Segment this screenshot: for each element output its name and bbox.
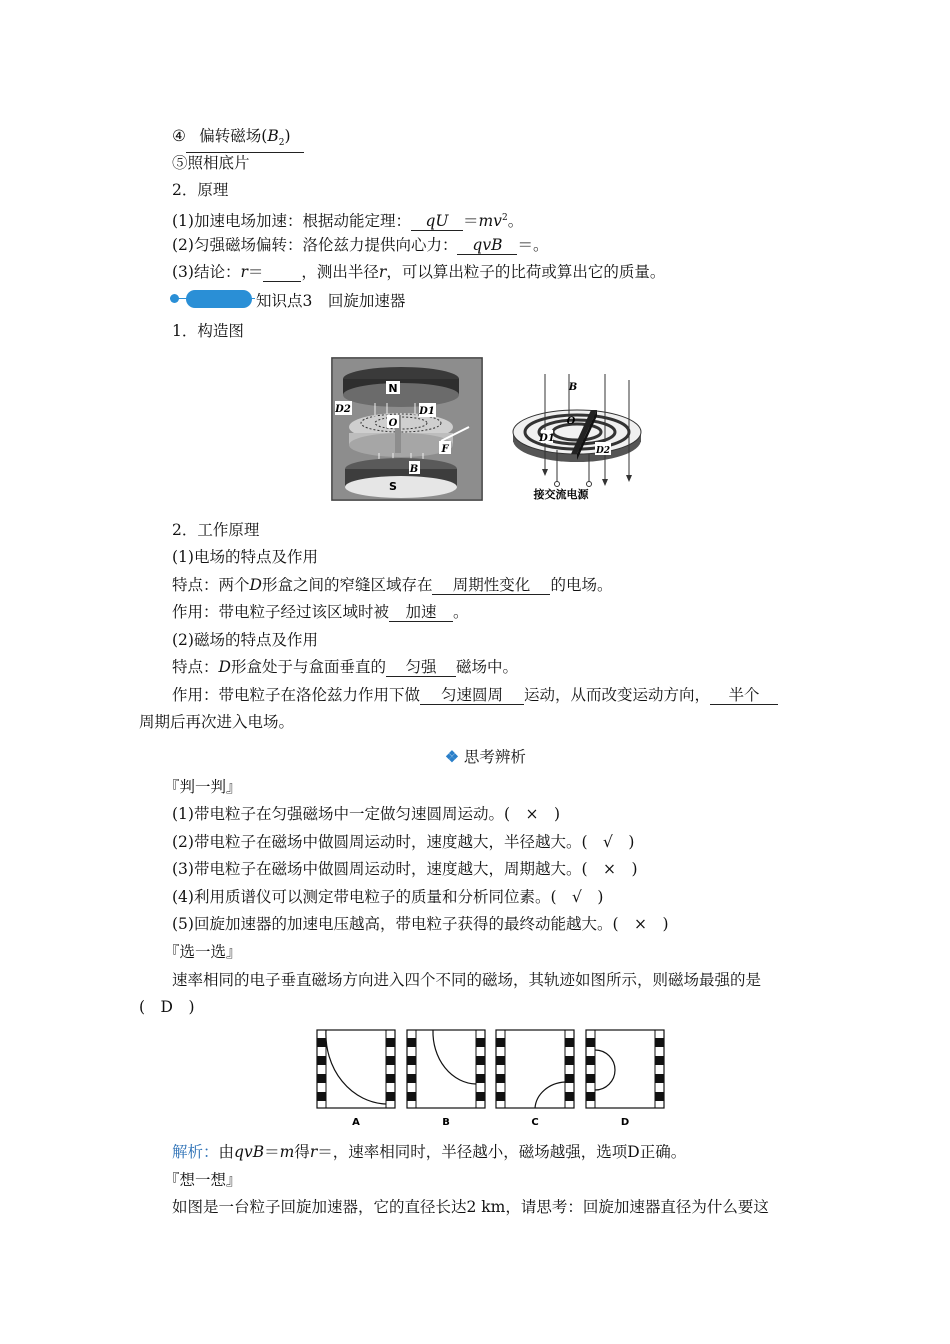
label-D2: D2 bbox=[335, 404, 351, 415]
label-D2: D2 bbox=[595, 446, 611, 456]
line-accel: (1)加速电场加速：根据动能定理： qU $=mv^2$。 bbox=[172, 212, 524, 231]
label-O: O bbox=[388, 418, 398, 429]
option-c-panel bbox=[496, 1030, 574, 1108]
line-e-effect: 作用：带电粒子经过该区域时被 加速 。 bbox=[172, 603, 469, 621]
kp3-title: 知识点3 回旋加速器 bbox=[256, 292, 406, 310]
blank-answer: 加速 bbox=[389, 603, 453, 622]
blank-answer: 匀速圆周 bbox=[420, 686, 524, 705]
think-header: ❖ 思考辨析 bbox=[445, 747, 526, 766]
option-b-panel bbox=[407, 1030, 485, 1108]
option-c-label: C bbox=[531, 1117, 539, 1128]
option-a-panel bbox=[317, 1030, 395, 1108]
judge-item: (3)带电粒子在磁场中做圆周运动时，速度越大，周期越大。( × ) bbox=[172, 860, 638, 878]
judge-header: 『判一判』 bbox=[164, 778, 242, 796]
circled-num: ④ bbox=[172, 127, 186, 145]
label-S: S bbox=[389, 480, 397, 493]
label-B: B bbox=[409, 464, 419, 475]
label-D1: D1 bbox=[539, 433, 555, 444]
option-b-label: B bbox=[442, 1117, 450, 1128]
line-m-effect-cont: 周期后再次进入电场。 bbox=[139, 713, 295, 731]
line-principle: 2．原理 bbox=[172, 181, 229, 199]
blank-answer: 匀强 bbox=[386, 658, 456, 677]
line-m-feature: 特点：D形盒处于与盒面垂直的 匀强 磁场中。 bbox=[172, 658, 518, 676]
line-deflect: (2)匀强磁场偏转：洛伦兹力提供向心力： qvB ＝。 bbox=[172, 236, 549, 254]
line-e-field: (1)电场的特点及作用 bbox=[172, 548, 318, 566]
judge-item: (2)带电粒子在磁场中做圆周运动时，速度越大，半径越大。( √ ) bbox=[172, 833, 635, 851]
judge-item: (1)带电粒子在匀强磁场中一定做匀速圆周运动。( × ) bbox=[172, 805, 561, 823]
blank-answer: qU bbox=[411, 212, 463, 231]
d-box-diagram-figure bbox=[505, 370, 647, 505]
line-e-feature: 特点：两个D形盒之间的窄缝区域存在 周期性变化 的电场。 bbox=[172, 576, 613, 594]
choose-header: 『选一选』 bbox=[164, 943, 242, 961]
line-structure: 1．构造图 bbox=[172, 322, 244, 340]
blank-answer: qvB bbox=[457, 236, 517, 255]
line-deflect-field bbox=[172, 126, 304, 153]
kp-dot bbox=[170, 294, 179, 303]
choose-answer: ( D ) bbox=[139, 998, 195, 1016]
trajectory-options-figure bbox=[313, 1028, 665, 1131]
cyclotron-photo-figure bbox=[331, 357, 483, 501]
blank-answer: 周期性变化 bbox=[432, 576, 550, 595]
choose-question: 速率相同的电子垂直磁场方向进入四个不同的磁场，其轨迹如图所示，则磁场最强的是 bbox=[172, 971, 762, 989]
label-B: B bbox=[568, 382, 578, 393]
line-m-field: (2)磁场的特点及作用 bbox=[172, 631, 318, 649]
option-d-label: D bbox=[620, 1117, 630, 1128]
judge-item: (4)利用质谱仪可以测定带电粒子的质量和分析同位素。( √ ) bbox=[172, 888, 604, 906]
think-header-2: 『想一想』 bbox=[164, 1171, 242, 1189]
blank-answer: 半个 bbox=[710, 686, 778, 705]
option-d-panel bbox=[586, 1030, 664, 1108]
line-conclusion: (3)结论：r＝ ，测出半径r，可以算出粒子的比荷或算出它的质量。 bbox=[172, 263, 666, 281]
option-a-label: A bbox=[352, 1117, 360, 1128]
line-photo-plate: ⑤照相底片 bbox=[172, 154, 250, 172]
label-F: F bbox=[441, 444, 449, 455]
blank-answer bbox=[263, 263, 301, 282]
lightbulb-icon: ❖ bbox=[445, 747, 459, 766]
label-N: N bbox=[388, 382, 398, 395]
line-work-principle: 2．工作原理 bbox=[172, 521, 260, 539]
kp-pill bbox=[186, 290, 252, 308]
think-question: 如图是一台粒子回旋加速器，它的直径长达2 km，请思考：回旋加速器直径为什么要这 bbox=[172, 1198, 769, 1216]
solution-line: 解析：由qvB＝m得r＝，速率相同时，半径越小，磁场越强，选项D正确。 bbox=[172, 1143, 687, 1161]
label-D1: D1 bbox=[419, 406, 435, 417]
label-O: O bbox=[566, 416, 576, 427]
blank-answer: 偏转磁场$(B_2)$ bbox=[186, 127, 304, 153]
line-m-effect: 作用：带电粒子在洛伦兹力作用下做 匀速圆周 运动，从而改变运动方向， 半个 bbox=[172, 685, 778, 705]
label-ac-source: 接交流电源 bbox=[533, 488, 589, 501]
solution-label: 解析： bbox=[172, 1143, 219, 1161]
judge-item: (5)回旋加速器的加速电压越高，带电粒子获得的最终动能越大。( × ) bbox=[172, 915, 669, 933]
